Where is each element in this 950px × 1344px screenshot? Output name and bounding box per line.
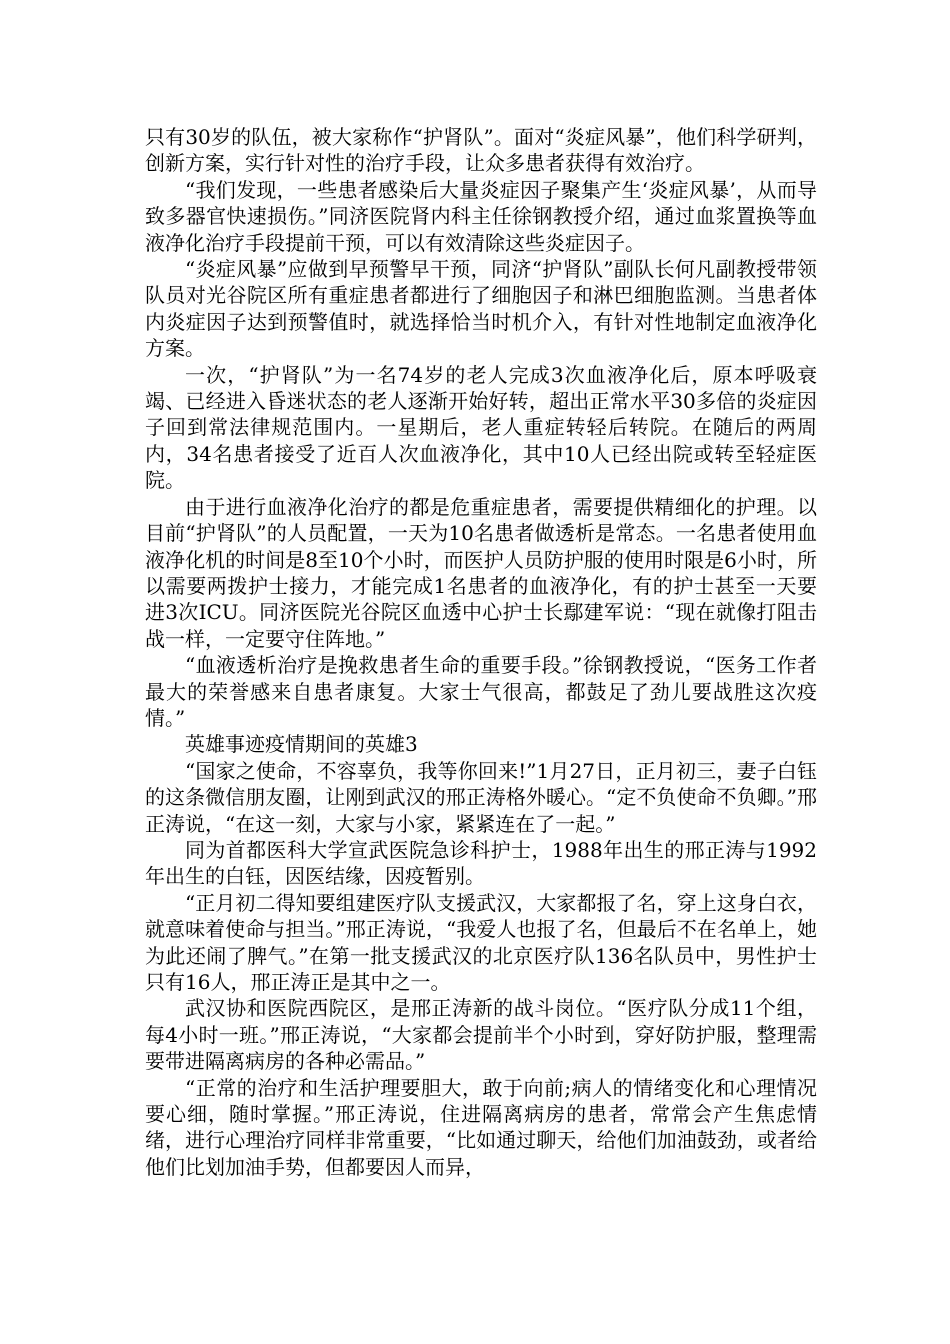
paragraph: 只有30岁的队伍，被大家称作“护肾队”。面对“炎症风暴”，他们科学研判，创新方案，实行针对性的治疗手段，让众多患者获得有效治疗。 xyxy=(145,125,817,176)
paragraph: “我们发现，一些患者感染后大量炎症因子聚集产生‘炎症风暴’，从而导致多器官快速损伤。”同济医院肾内科主任徐钢教授介绍，通过血浆置换等血液净化治疗手段提前干预，可以有效清除这些炎症因子。 xyxy=(145,177,817,255)
paragraph: 同为首都医科大学宣武医院急诊科护士，1988年出生的邢正涛与1992年出生的白钰，因医结缘，因疫暂别。 xyxy=(145,837,817,889)
paragraph: “国家之使命，不容辜负，我等你回来!”1月27日，正月初三，妻子白钰的这条微信朋友圈，让刚到武汉的邢正涛格外暖心。“定不负使命不负卿。”邢正涛说，“在这一刻，大家与小家，紧紧连在了一起。” xyxy=(145,758,817,836)
document-page xyxy=(145,124,817,1180)
paragraph: “炎症风暴”应做到早预警早干预，同济“护肾队”副队长何凡副教授带领队员对光谷院区所有重症患者都进行了细胞因子和淋巴细胞监测。当患者体内炎症因子达到预警值时，就选择恰当时机介入，有针对性地制定血液净化方案。 xyxy=(145,257,817,361)
paragraph: “血液透析治疗是挽救患者生命的重要手段。”徐钢教授说，“医务工作者最大的荣誉感来自患者康复。大家士气很高，都鼓足了劲儿要战胜这次疫情。” xyxy=(145,653,817,730)
paragraph: 一次，“护肾队”为一名74岁的老人完成3次血液净化后，原本呼吸衰竭、已经进入昏迷状态的老人逐渐开始好转，超出正常水平30多倍的炎症因子回到常法律规范围内。一星期后，老人重症转轻后转院。在随后的两周内，34名患者接受了近百人次血液净化，其中10人已经出院或转至轻症医院。 xyxy=(145,362,817,493)
paragraph: 由于进行血液净化治疗的都是危重症患者，需要提供精细化的护理。以目前“护肾队”的人员配置，一天为10名患者做透析是常态。一名患者使用血液净化机的时间是8至10个小时，而医护人员防护服的使用时限是6小时，所以需要两拨护士接力，才能完成1名患者的血液净化，有的护士甚至一天要进3次ICU。同济医院光谷院区血透中心护士长鄢建军说：“现在就像打阻击战一样，一定要守住阵地。” xyxy=(145,494,817,651)
paragraph: “正常的治疗和生活护理要胆大，敢于向前;病人的情绪变化和心理情况要心细，随时掌握。”邢正涛说，住进隔离病房的患者，常常会产生焦虑情绪，进行心理治疗同样非常重要，“比如通过聊天，给他们加油鼓劲，或者给他们比划加油手势，但都要因人而异， xyxy=(145,1075,817,1179)
paragraph: 武汉协和医院西院区，是邢正涛新的战斗岗位。“医疗队分成11个组，每4小时一班。”邢正涛说，“大家都会提前半个小时到，穿好防护服，整理需要带进隔离病房的各种必需品。” xyxy=(145,996,817,1074)
section-heading: 英雄事迹疫情期间的英雄3 xyxy=(185,732,418,757)
paragraph: “正月初二得知要组建医疗队支援武汉，大家都报了名，穿上这身白衣，就意味着使命与担当。”邢正涛说，“我爱人也报了名，但最后不在名单上，她为此还闹了脾气。”在第一批支援武汉的北京医疗队136名队员中，男性护士只有16人，邢正涛正是其中之一。 xyxy=(145,890,817,994)
